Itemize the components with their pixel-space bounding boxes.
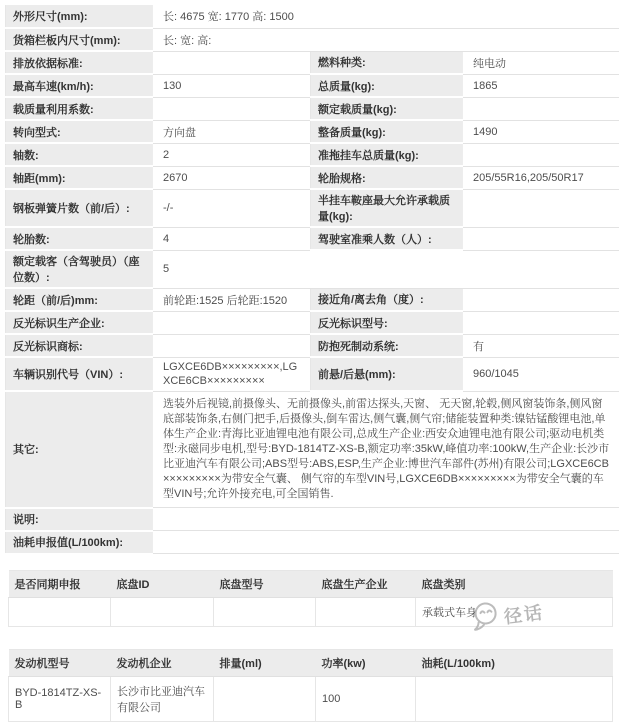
row-value: 2670 [153,166,311,189]
cell [416,676,613,721]
row-label: 轮胎数: [6,227,153,250]
table-row [6,143,619,166]
column-header: 发动机型号 [9,649,111,676]
table-row [6,311,619,334]
cell [316,597,416,626]
cell [9,597,111,626]
row-label: 反光标识商标: [6,334,153,357]
row-value: 方向盘 [153,120,311,143]
row-value [153,51,311,74]
column-header: 发动机企业 [111,649,214,676]
watermark-text: 径话 [502,601,546,627]
table-row [6,288,619,311]
row-label: 轮距（前/后)mm: [6,288,153,311]
other-options-text: 选装外后视镜,前摄像头、无前摄像头,前雷达探头,天窗、 无天窗,轮毂,侧风窗装饰条,侧风窗底部装饰条,右侧门把手,后摄像头,倒车雷达,侧气囊,侧气帘;储能装置种类:镍钴锰酸锂电池,单体生产企业:青海比亚迪锂电池有限公司,总成生产企业:西安众迪锂电池有限公司;驱动电机类型:永磁同步电机,型号:BYD-1814TZ-XS-B,额定功率:35kW,峰值功率:100kW,生产企业:长沙市比亚迪汽车有限公司;ABS型号:ABS,ESP,生产企业:博世汽车部件(苏州)有限公司;LGXCE6CB×××××××××为带安全气囊、 侧气帘的车型VIN号,LGXCE6DB×××××××××为带安全气囊的车型VIN号;允许外接充电,可全国销售. [153,391,619,508]
column-header: 底盘ID [111,570,214,597]
row-label: 外形尺寸(mm): [6,5,153,28]
row-value: 有 [463,334,619,357]
engine-header-row [9,649,613,676]
table-row [6,531,619,554]
cell [214,676,316,721]
row-label: 车辆识别代号（VIN）: [6,357,153,391]
column-header: 是否同期申报 [9,570,111,597]
column-header: 功率(kw) [316,649,416,676]
row-label: 最高车速(km/h): [6,74,153,97]
row-label: 防抱死制动系统: [311,334,463,357]
table-row [9,676,613,721]
table-row [6,5,619,28]
row-value [463,288,619,311]
row-label: 准拖挂车总质量(kg): [311,143,463,166]
cell [214,597,316,626]
row-label: 额定载客（含驾驶员）（座位数）: [6,250,153,288]
column-header: 排量(ml) [214,649,316,676]
row-value [463,97,619,120]
chassis-table [8,570,613,627]
row-label: 轮胎规格: [311,166,463,189]
table-row [6,120,619,143]
row-label: 轴数: [6,143,153,166]
row-value [153,97,311,120]
row-value [153,311,311,334]
row-label: 转向型式: [6,120,153,143]
row-value: 130 [153,74,311,97]
row-label: 接近角/离去角（度）: [311,288,463,311]
table-row [6,250,619,288]
cell [111,597,214,626]
row-value: 4 [153,227,311,250]
row-label: 其它: [6,391,153,508]
row-label: 钢板弹簧片数（前/后）: [6,189,153,227]
table-row [6,74,619,97]
row-value: 5 [153,250,619,288]
table-row [6,51,619,74]
row-value [463,227,619,250]
table-row [6,227,619,250]
row-label: 整备质量(kg): [311,120,463,143]
chassis-header-row [9,570,613,597]
engine-table [8,649,613,722]
row-value: 1490 [463,120,619,143]
row-label: 轴距(mm): [6,166,153,189]
row-label: 总质量(kg): [311,74,463,97]
row-label: 前悬/后悬(mm): [311,357,463,391]
row-value: 960/1045 [463,357,619,391]
column-header: 油耗(L/100km) [416,649,613,676]
row-label: 燃料种类: [311,51,463,74]
cell: 100 [316,676,416,721]
vin-value: LGXCE6DB×××××××××,LGXCE6CB××××××××× [153,357,311,391]
row-value: 1865 [463,74,619,97]
row-value [153,508,619,531]
row-value [463,311,619,334]
table-row [6,97,619,120]
row-label: 排放依据标准: [6,51,153,74]
row-label: 半挂车鞍座最大允许承载质量(kg): [311,189,463,227]
row-label: 说明: [6,508,153,531]
row-label: 额定载质量(kg): [311,97,463,120]
column-header: 底盘类别 [416,570,613,597]
row-value: -/- [153,189,311,227]
column-header: 底盘型号 [214,570,316,597]
row-value: 纯电动 [463,51,619,74]
table-row [6,189,619,227]
row-value: 长: 宽: 高: [153,28,619,51]
column-header: 底盘生产企业 [316,570,416,597]
table-row [6,508,619,531]
cell: 长沙市比亚迪汽车有限公司 [111,676,214,721]
row-value [463,143,619,166]
row-value [153,531,619,554]
row-value [153,334,311,357]
table-row-other [6,391,619,508]
row-value: 长: 4675 宽: 1770 高: 1500 [153,5,619,28]
row-label: 货箱栏板内尺寸(mm): [6,28,153,51]
cell: BYD-1814TZ-XS-B [9,676,111,721]
table-row-vin [6,357,619,391]
table-row [6,166,619,189]
table-row [6,334,619,357]
row-label: 驾驶室准乘人数（人）: [311,227,463,250]
table-row [6,28,619,51]
row-value: 2 [153,143,311,166]
row-label: 反光标识生产企业: [6,311,153,334]
row-label: 载质量利用系数: [6,97,153,120]
row-value: 前轮距:1525 后轮距:1520 [153,288,311,311]
vehicle-declaration-page [0,5,620,714]
row-label: 油耗申报值(L/100km): [6,531,153,554]
row-label: 反光标识型号: [311,311,463,334]
table-row [9,597,613,626]
vehicle-spec-table [5,5,619,555]
row-value [463,189,619,227]
row-value: 205/55R16,205/50R17 [463,166,619,189]
cell: 承载式车身 [416,597,613,626]
